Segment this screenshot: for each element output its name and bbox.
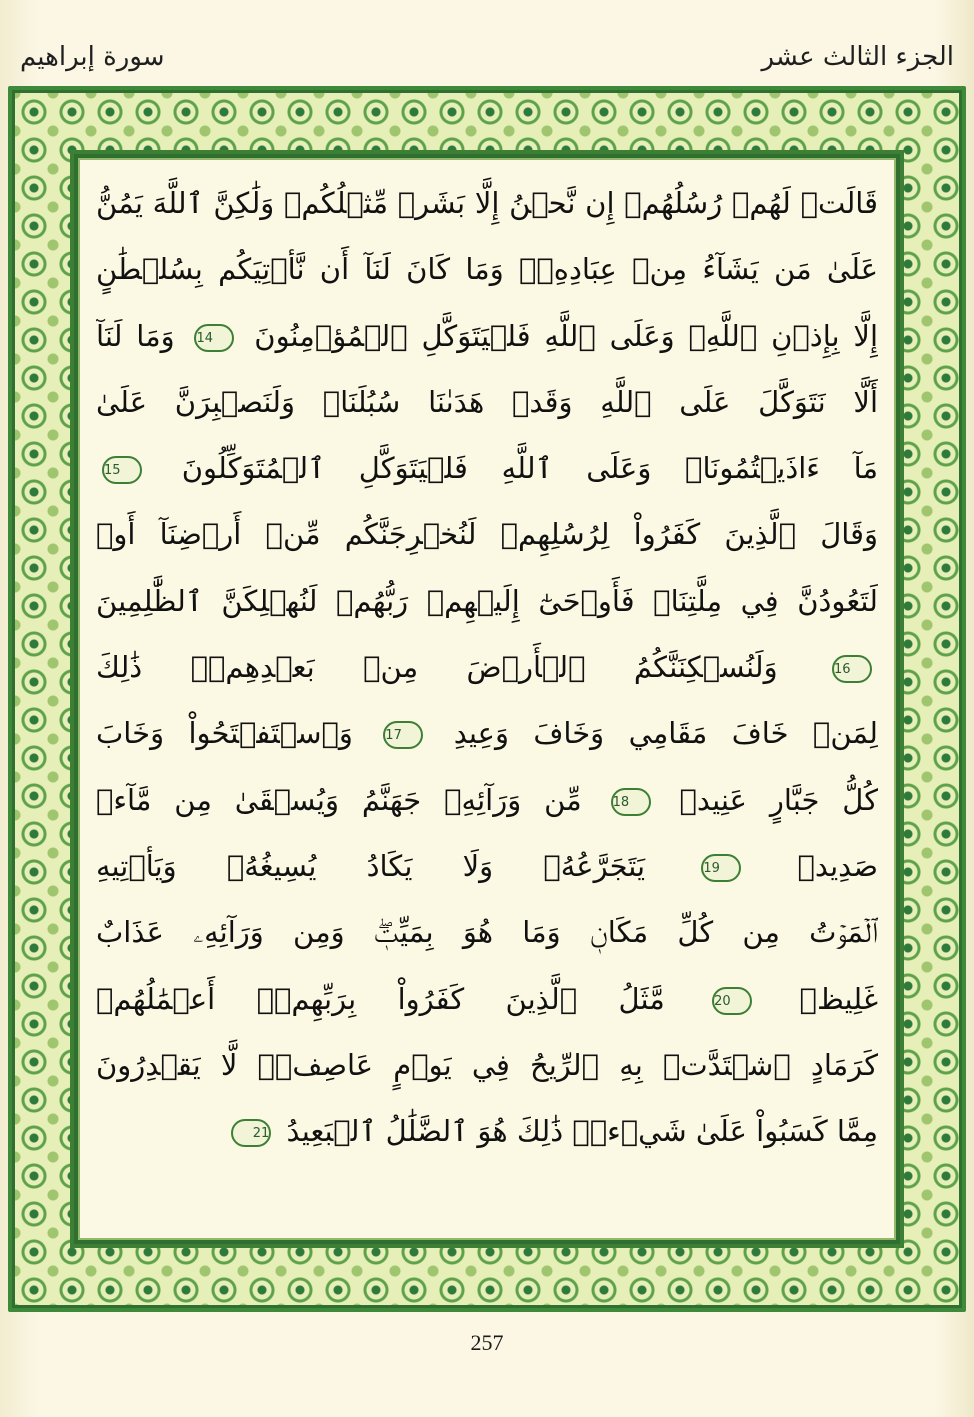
verse-text: إِلَّا بِإِذۡنِ ٱللَّهِۚ وَعَلَى ٱللَّهِ فَلۡيَتَوَكَّلِ ٱلۡمُؤۡمِنُونَ <box>254 318 878 353</box>
verse-text: وَمَا لَنَآ <box>96 318 175 353</box>
verse-text: مَآ ءَاذَيۡتُمُونَاۚ وَعَلَى ٱللَّهِ فَلۡيَتَوَكَّلِ ٱلۡمُتَوَكِّلُونَ <box>181 451 878 486</box>
verse-line-10 <box>96 767 878 833</box>
verse-line-12 <box>96 899 878 965</box>
verse-text: كَرَمَادٍ ٱشۡتَدَّتۡ بِهِ ٱلرِّيحُ فِي يَوۡمٍ عَاصِفٖۖ لَّا يَقۡدِرُونَ <box>96 1047 878 1082</box>
verse-text: كُلُّ جَبَّارٍ عَنِيدٖ <box>679 782 878 817</box>
verse-text: قَالَتۡ لَهُمۡ رُسُلُهُمۡ إِن نَّحۡنُ إِلَّا بَشَرٞ مِّثۡلُكُمۡ وَلَٰكِنَّ ٱللَّهَ يَمُنُّ <box>96 186 878 220</box>
verse-text: مِمَّا كَسَبُواْ عَلَىٰ شَيۡءٖۚ ذَٰلِكَ هُوَ ٱلضَّلَٰلُ ٱلۡبَعِيدُ <box>286 1114 878 1149</box>
verse-line-8 <box>96 634 878 700</box>
verse-line-5 <box>96 435 878 501</box>
ayah-number-marker: 19 <box>701 854 741 882</box>
verse-text: غَلِيظٞ <box>799 981 878 1016</box>
verse-line-15 <box>96 1098 878 1164</box>
verse-text: وَٱسۡتَفۡتَحُواْ وَخَابَ <box>96 716 353 751</box>
verse-line-9 <box>96 700 878 766</box>
verse-line-1 <box>96 170 878 236</box>
verse-line-13 <box>96 966 878 1032</box>
verse-text: يَتَجَرَّعُهُۥ وَلَا يَكَادُ يُسِيغُهُۥ وَيَأۡتِيهِ <box>96 848 646 883</box>
verse-text: أَلَّا نَتَوَكَّلَ عَلَى ٱللَّهِ وَقَدۡ هَدَىٰنَا سُبُلَنَاۚ وَلَنَصۡبِرَنَّ عَلَىٰ <box>96 384 878 419</box>
verse-text: لَتَعُودُنَّ فِي مِلَّتِنَاۖ فَأَوۡحَىٰٓ إِلَيۡهِمۡ رَبُّهُمۡ لَنُهۡلِكَنَّ ٱلظَّٰلِمِينَ <box>96 583 878 618</box>
ayah-number-marker: 21 <box>231 1119 271 1147</box>
verses-block <box>96 170 878 1232</box>
verse-text: لِمَنۡ خَافَ مَقَامِي وَخَافَ وَعِيدِ <box>453 716 878 751</box>
ayah-number-marker: 14 <box>194 324 234 352</box>
surah-title: سورة إبراهيم <box>20 42 165 72</box>
verse-text: ٱلۡمَوۡتُ مِن كُلِّ مَكَانٖ وَمَا هُوَ بِمَيِّتٖۖ وَمِن وَرَآئِهِۦ عَذَابٌ <box>96 915 878 950</box>
verse-text: مَّثَلُ ٱلَّذِينَ كَفَرُواْ بِرَبِّهِمۡۖ أَعۡمَٰلُهُمۡ <box>96 981 665 1016</box>
ayah-number-marker: 18 <box>611 788 651 816</box>
ayah-number-marker: 20 <box>712 987 752 1015</box>
verse-line-2 <box>96 236 878 302</box>
verse-text: مِّن وَرَآئِهِۦ جَهَنَّمُ وَيُسۡقَىٰ مِن مَّآءٖ <box>96 782 582 817</box>
ayah-number-marker: 17 <box>383 721 423 749</box>
verse-text: وَلَنُسۡكِنَنَّكُمُ ٱلۡأَرۡضَ مِنۢ بَعۡدِهِمۡۚ ذَٰلِكَ <box>96 650 778 685</box>
verse-line-7 <box>96 568 878 634</box>
verse-text: وَقَالَ ٱلَّذِينَ كَفَرُواْ لِرُسُلِهِمۡ لَنُخۡرِجَنَّكُم مِّنۡ أَرۡضِنَآ أَوۡ <box>96 517 878 552</box>
verse-text: صَدِيدٖ <box>797 848 878 883</box>
juz-title: الجزء الثالث عشر <box>761 42 954 72</box>
verse-line-4 <box>96 369 878 435</box>
page-number: 257 <box>470 1330 504 1355</box>
verse-line-3 <box>96 303 878 369</box>
verse-text: عَلَىٰ مَن يَشَآءُ مِنۡ عِبَادِهِۦۖ وَمَا كَانَ لَنَآ أَن نَّأۡتِيَكُم بِسُلۡطَٰنٍ <box>96 252 878 287</box>
ayah-number-marker: 16 <box>832 655 872 683</box>
verse-line-14 <box>96 1032 878 1098</box>
ayah-number-marker: 15 <box>102 456 142 484</box>
verse-line-11 <box>96 833 878 899</box>
verse-line-6 <box>96 501 878 567</box>
page-header <box>10 36 964 84</box>
